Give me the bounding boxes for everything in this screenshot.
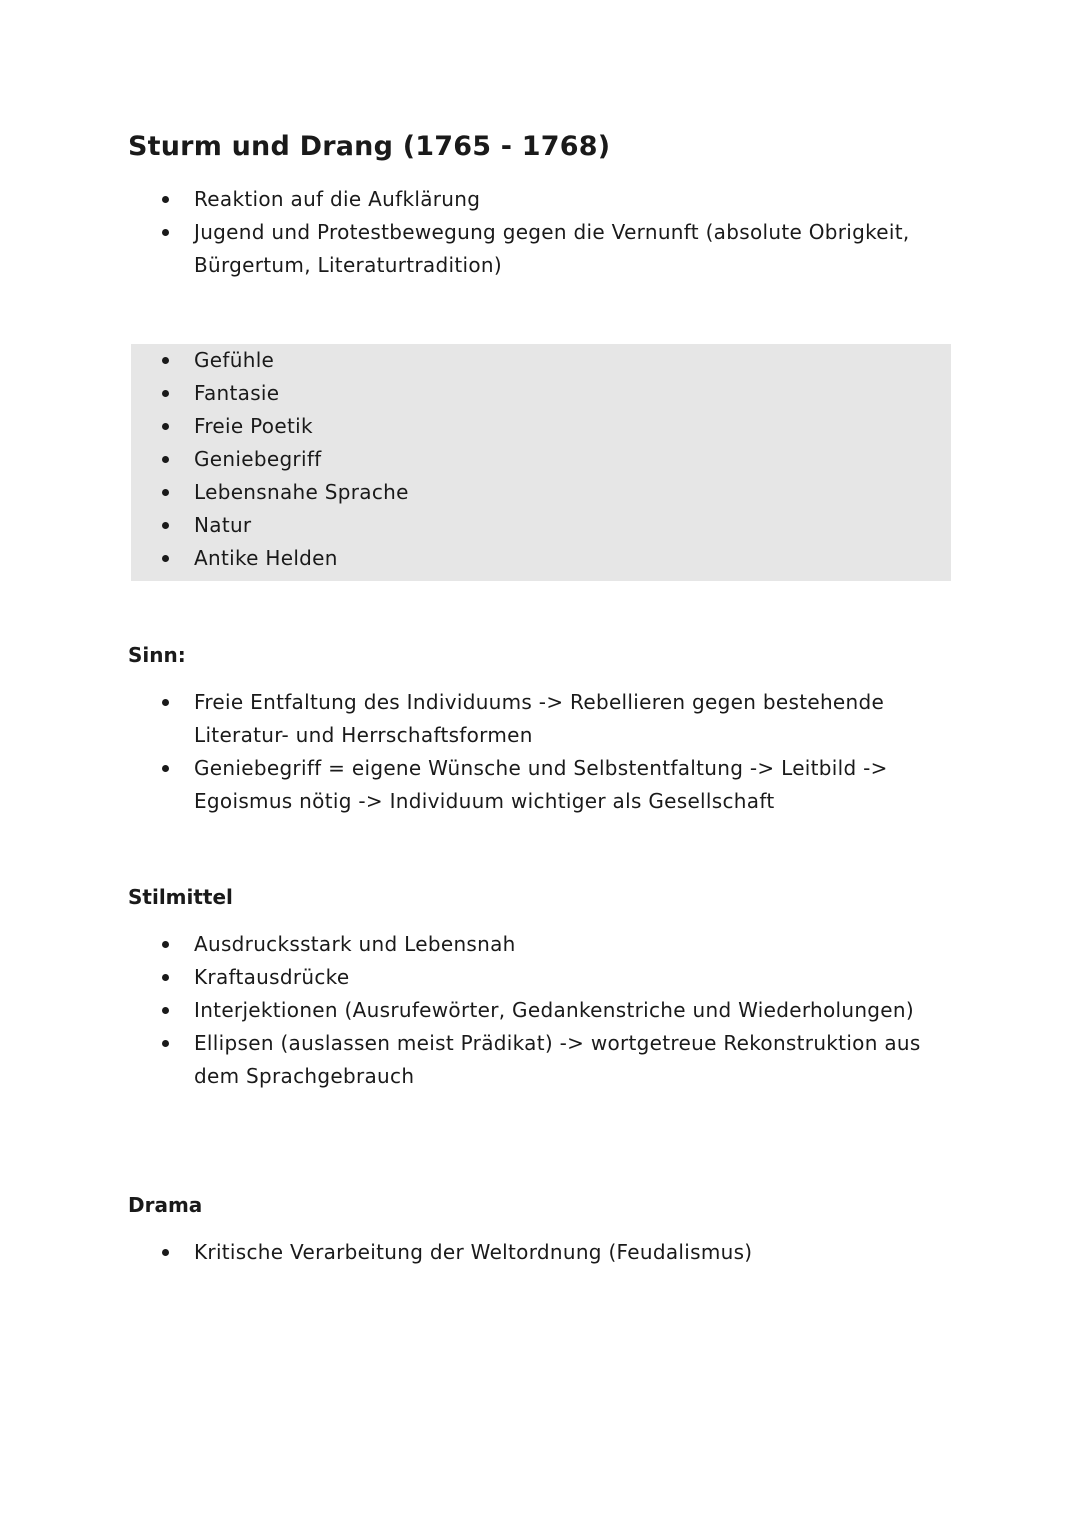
features-list bbox=[0, 344, 1080, 575]
list-item: Lebensnahe Sprache bbox=[0, 476, 1080, 509]
stilmittel-heading: Stilmittel bbox=[128, 885, 233, 909]
intro-list bbox=[0, 183, 1080, 282]
list-item: Kritische Verarbeitung der Weltordnung (Feudalismus) bbox=[0, 1236, 1080, 1269]
list-item: Gefühle bbox=[0, 344, 1080, 377]
sinn-list bbox=[0, 686, 1080, 818]
page-title: Sturm und Drang (1765 - 1768) bbox=[128, 131, 611, 162]
list-item: Freie Entfaltung des Individuums -> Rebellieren gegen bestehende Literatur- und Herrschaftsformen bbox=[0, 686, 1080, 752]
list-item: Interjektionen (Ausrufewörter, Gedankenstriche und Wiederholungen) bbox=[0, 994, 1080, 1027]
sinn-heading: Sinn: bbox=[128, 643, 186, 667]
list-item: Jugend und Protestbewegung gegen die Vernunft (absolute Obrigkeit, Bürgertum, Literaturtradition) bbox=[0, 216, 1080, 282]
drama-list bbox=[0, 1236, 1080, 1269]
list-item: Freie Poetik bbox=[0, 410, 1080, 443]
list-item: Natur bbox=[0, 509, 1080, 542]
list-item: Antike Helden bbox=[0, 542, 1080, 575]
list-item: Kraftausdrücke bbox=[0, 961, 1080, 994]
list-item: Ellipsen (auslassen meist Prädikat) -> wortgetreue Rekonstruktion aus dem Sprachgebrauch bbox=[0, 1027, 1080, 1093]
list-item: Fantasie bbox=[0, 377, 1080, 410]
list-item: Geniebegriff bbox=[0, 443, 1080, 476]
stilmittel-list bbox=[0, 928, 1080, 1093]
list-item: Ausdrucksstark und Lebensnah bbox=[0, 928, 1080, 961]
drama-heading: Drama bbox=[128, 1193, 203, 1217]
list-item: Reaktion auf die Aufklärung bbox=[0, 183, 1080, 216]
list-item: Geniebegriff = eigene Wünsche und Selbstentfaltung -> Leitbild -> Egoismus nötig -> Individuum wichtiger als Gesellschaft bbox=[0, 752, 1080, 818]
